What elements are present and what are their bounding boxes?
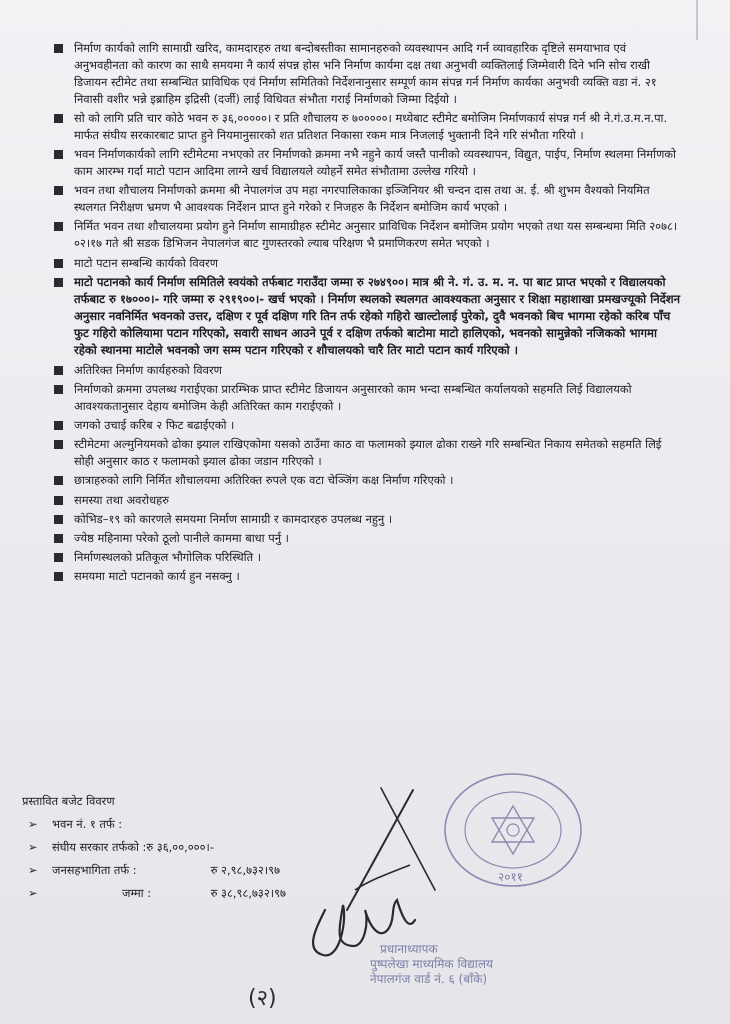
stamp-title: प्रधानाध्यापक <box>380 942 438 956</box>
bullet-paragraph <box>52 40 682 108</box>
page-number: (२) <box>248 986 277 1011</box>
bullet-square-icon <box>54 572 63 581</box>
bullet-square-icon <box>54 496 63 505</box>
principal-stamp <box>370 942 570 987</box>
paragraph-text: भवन तथा शौचालय निर्माणको क्रममा श्री नेपालगंज उप महा नगरपालिकाका इञ्जिनियर श्री चन्दन दास तथा अ. ई. श्री शुभम वैश्यको नियमित स्थलगत निरीक्षण भ्रमण भै आवश्यक निर्देशन प्राप्त हुने गरेको र निजहरु कै निर्देशन बमोजिम कार्य भएको । <box>74 183 650 214</box>
arrow-icon: ➢ <box>28 886 38 900</box>
paragraph-text: निर्माणको क्रममा उपलब्ध गराईएका प्रारम्भिक प्राप्त स्टीमेट डिजायन अनुसारको काम भन्दा सम्बन्धित कर्यालयको सहमति लिई विद्यालयको आवश्यकतानुसार देहाय बमोजिम केही अतिरिक्त काम गराईएको । <box>74 382 632 413</box>
section-heading-text: समस्या तथा अवरोधहरु <box>74 493 169 507</box>
paragraph-text: निर्मित भवन तथा शौचालयमा प्रयोग हुने निर्माण सामाग्रीहरु स्टीमेट अनुसार प्राविधिक निर्देशन बमोजिम प्रयोग भएको तथा यस सम्बन्धमा मिति २०७८।०२।१७ गते श्री सडक डिभिजन नेपालगंज बाट गुणस्तरको ल्याब परिक्षण भै प्रमाणिकरण समेत भएको । <box>74 219 678 250</box>
bullet-square-icon <box>54 150 63 159</box>
bullet-square-icon <box>54 476 63 485</box>
arrow-icon: ➢ <box>28 863 38 877</box>
budget-row-value: रु २,९८,७३२।९७ <box>210 863 281 877</box>
section-heading <box>52 362 682 379</box>
bullet-square-icon <box>54 534 63 543</box>
paragraph-text: निर्माण कार्यको लागि सामाग्री खरिद, कामदारहरु तथा बन्दोबस्तीका सामानहरुको व्यवस्थापन आदि गर्न व्यावहारिक दृष्टिले समयाभाव एवं अनुभवहीनता को कारण का साथै समयमा नै कार्य संपन्न होस भनि निर्माण कार्यमा दक्ष तथा अनुभवी व्यक्तिलाई जिम्मेवारी दिने भनि सोच राखी डिजायन स्टीमेट तथा सम्बन्धित प्राविधिक एवं निर्माण समितिको निर्देशनानुसार सम्पूर्ण काम संपन्न गर्न निर्माण कार्यका अनुभवी व्यक्ति वडा नं. २१ निवासी वशीर भन्ने इब्राहिम इद्रिसी (दर्जी) लाई विधिवत संभौता गराई निर्माणको जिम्मा दिईयो । <box>74 41 657 106</box>
bullet-square-icon <box>54 553 63 562</box>
report-body <box>52 40 682 587</box>
bullet-paragraph <box>52 549 682 566</box>
paragraph-text: कोभिड–१९ को कारणले समयमा निर्माण सामाग्री र कामदारहरु उपलब्ध नहुनु । <box>74 512 393 526</box>
section-heading <box>52 255 682 272</box>
paragraph-text: माटो पटानको कार्य निर्माण समितिले स्वयंको तर्फबाट गराउँदा जम्मा रु २७४९००। मात्र श्री ने. गं. उ. म. न. पा बाट प्राप्त भएको र विद्यालयको तर्फबाट रु १७०००।- गरि जम्मा रु २९१९००।- खर्च भएको । निर्माण स्थलको स्थलगत आवश्यकता अनुसार र शिक्षा महाशाखा प्रमखज्यूको निर्देशन अनुसार नवनिर्मित भवनको उत्तर, दक्षिण र पूर्व दक्षिण गरि तिन तर्फ रहेको गहिरो खाल्टोलाई पुरेको, दुवै भवनको बिच भागमा रहेको करिब पाँच फुट गहिरो कोलियामा पटान गरिएको, सवारी साधन आउने पूर्व र दक्षिण तर्फको बाटोमा माटो हालिएको, भवनको सामुन्नेको नजिकको भागमा रहेको स्थानमा माटोले भवनको जग सम्म पटान गरिएको र शौचालयको चारै तिर माटो पटान कार्य गरिएको । <box>74 275 681 357</box>
bullet-paragraph <box>52 218 682 252</box>
bullet-paragraph <box>52 381 682 415</box>
section-heading-text: माटो पटान सम्बन्धि कार्यको विवरण <box>74 256 218 270</box>
stamp-school: पुष्पलेखा माध्यमिक विद्यालय <box>370 957 493 971</box>
budget-row-label: जम्मा : <box>122 886 152 900</box>
paper-fold-line <box>696 0 698 40</box>
bullet-square-icon <box>54 440 63 449</box>
paragraph-text: भवन निर्माणकार्यको लागि स्टीमेटमा नभएको तर निर्माणको क्रममा नभै नहुने कार्य जस्तै पानीको व्यवस्थापन, विद्युत, पाईप, निर्माण स्थलमा निर्माणको काम आरम्भ गर्दा माटो पटान आदिमा लाग्ने खर्च विद्यालयले व्योहर्ने समेत संभौतामा उल्लेख गरियो । <box>74 147 677 178</box>
bullet-paragraph <box>52 568 682 585</box>
bullet-paragraph <box>52 530 682 547</box>
arrow-icon: ➢ <box>28 817 38 831</box>
seal-year: २०११ <box>498 870 523 884</box>
section-heading-text: अतिरिक्त निर्माण कार्यहरुको विवरण <box>74 363 222 377</box>
arrow-icon: ➢ <box>28 840 38 854</box>
bullet-paragraph <box>52 274 682 359</box>
paragraph-text: छात्राहरुको लागि निर्मित शौचालयमा अतिरिक्त रुपले एक वटा चेञ्जिंग कक्ष निर्माण गरिएको । <box>74 473 454 487</box>
paragraph-text: ज्येष्ठ महिनामा परेको ठूलो पानीले काममा बाधा पर्नु । <box>74 531 289 545</box>
section-heading <box>52 492 682 509</box>
paragraph-text: जगको उचाई करिब २ फिट बढाईएको । <box>74 418 235 432</box>
bullet-paragraph <box>52 436 682 470</box>
bullet-square-icon <box>54 222 63 231</box>
paragraph-text: समयमा माटो पटानको कार्य हुन नसक्नु । <box>74 569 240 583</box>
bullet-square-icon <box>54 421 63 430</box>
bullet-paragraph <box>52 146 682 180</box>
paragraph-text: निर्माणस्थलको प्रतिकूल भौगोलिक परिस्थिति । <box>74 550 262 564</box>
budget-row-label: भवन नं. १ तर्फ : <box>52 817 123 831</box>
bullet-paragraph <box>52 472 682 489</box>
bullet-square-icon <box>54 114 63 123</box>
budget-row-value: रु ३८,९८,७३२।९७ <box>210 886 286 900</box>
bullet-paragraph <box>52 511 682 528</box>
bullet-square-icon <box>54 44 63 53</box>
bullet-square-icon <box>54 278 63 287</box>
paragraph-text: सो को लागि प्रति चार कोठे भवन रु ३६,०००००। र प्रति शौचालय रु ७०००००। मध्येबाट स्टीमेट बमोजिम निर्माणकार्य संपन्न गर्न श्री ने.गं.उ.म.न.पा. मार्फत संघीय सरकारबाट प्राप्त हुने नियमानुसारको शत प्रतिशत निकासा रकम मात्र निजलाई भुक्तानी दिने गरि संभौता गरियो । <box>74 111 668 142</box>
bullet-paragraph <box>52 110 682 144</box>
bullet-square-icon <box>54 366 63 375</box>
budget-row-label: संघीय सरकार तर्फको :रु ३६,००,०००।- <box>52 840 214 854</box>
bullet-square-icon <box>54 385 63 394</box>
budget-row-label: जनसहभागिता तर्फ : <box>52 863 137 877</box>
bullet-paragraph <box>52 417 682 434</box>
stamp-address: नेपालगंज वार्ड नं. ६ (बाँके) <box>370 972 488 986</box>
paragraph-text: स्टीमेटमा अल्मुनियमको ढोका झ्याल राखिएकोमा यसको ठाउँमा काठ वा फलामको झ्याल ढोका राख्ने गरि सम्बन्धित निकाय समेतको सहमति लिई सोही अनुसार काठ र फलामको झ्याल ढोका जडान गरिएको । <box>74 437 662 468</box>
bullet-square-icon <box>54 259 63 268</box>
budget-title: प्रस्तावित बजेट विवरण <box>22 794 115 808</box>
bullet-paragraph <box>52 182 682 216</box>
bullet-square-icon <box>54 515 63 524</box>
bullet-square-icon <box>54 186 63 195</box>
